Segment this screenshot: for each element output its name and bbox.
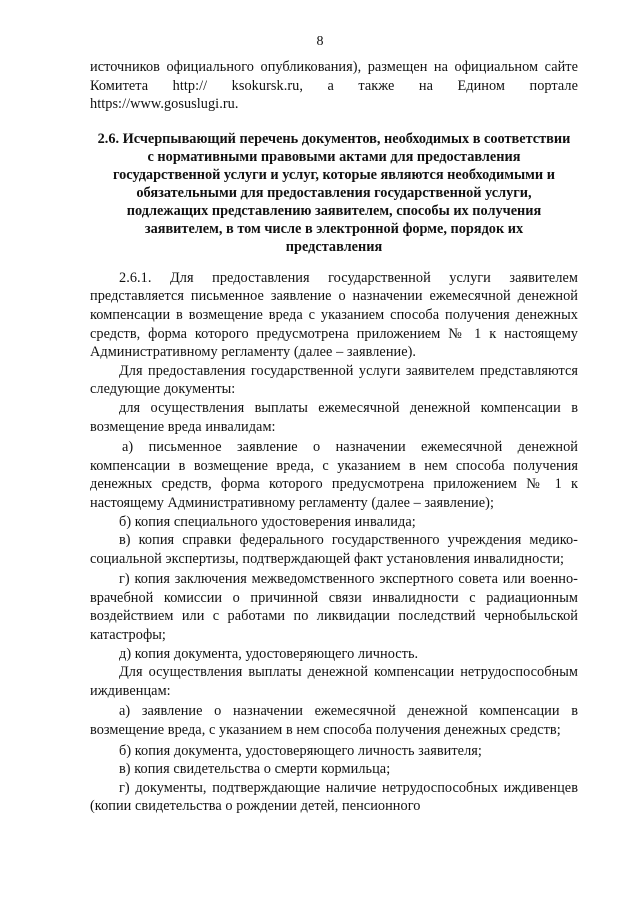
paragraph-documents-intro: Для предоставления государственной услуги заявителем представляются следующие документы: [90,362,578,398]
paragraph-disabled-payment: для осуществления выплаты ежемесячной денежной компенсации в возмещение вреда инвалидам: [90,399,578,435]
list-item-b-applicant-identity: б) копия документа, удостоверяющего личность заявителя; [119,742,482,759]
paragraph-2-6-1: 2.6.1. Для предоставления государственной услуги заявителем представляется письменное заявление о назначении ежемесячной денежной компенсации в возмещение вреда с указанием способа получения денежных средств, форма которого предусмотрена приложением № 1 к настоящему Административному регламенту (далее – заявление). [90,269,578,361]
list-item-b-certificate: б) копия специального удостоверения инвалида; [119,513,416,530]
list-item-d-identity: д) копия документа, удостоверяющего личность. [119,645,419,662]
paragraph-source-publication: источников официального опубликования), размещен на официальном сайте Комитета http:// ksokursk.ru, а также на Едином портале https://www.gosuslugi.ru. [90,59,578,113]
list-item-v-death-certificate: в) копия свидетельства о смерти кормильца; [119,761,391,778]
list-item-a-dependents-application: а) заявление о назначении ежемесячной денежной компенсации в возмещение вреда, с указанием в нем способа получения денежных средств; [90,703,578,739]
list-item-a-application: а) письменное заявление о назначении ежемесячной денежной компенсации в возмещение вреда, с указанием в нем способа получения денежных средств, форма которого предусмотрена приложением № 1 к настоящему Административному регламенту (далее – заявление); [90,439,578,511]
list-item-v-expertise: в) копия справки федерального государственного учреждения медико-социальной экспертизы, подтверждающей факт установления инвалидности; [90,532,578,567]
list-item-g-commission: г) копия заключения межведомственного экспертного совета или военно-врачебной комиссии о причинной связи инвалидности с радиационным воздействием или с работами по ликвидации последствий чернобыльской катастрофы; [90,571,578,644]
page-number: 8 [316,34,324,49]
paragraph-dependents-payment: Для осуществления выплаты денежной компенсации нетрудоспособным иждивенцам: [90,664,578,699]
list-item-g-dependents-documents: г) документы, подтверждающие наличие нетрудоспособных иждивенцев (копии свидетельства о рождении детей, пенсионного [90,779,578,815]
section-heading-2-6: 2.6. Исчерпывающий перечень документов, необходимых в соответствии с нормативными правовыми актами для предоставления государственной услуги и услуг, которые являются необходимыми и обязательными для предоставления государственной услуги, подлежащих представлению заявителем, способы их получения заявителем, в том числе в электронной форме, порядок их представления [97,130,571,255]
document-body [90,58,578,816]
